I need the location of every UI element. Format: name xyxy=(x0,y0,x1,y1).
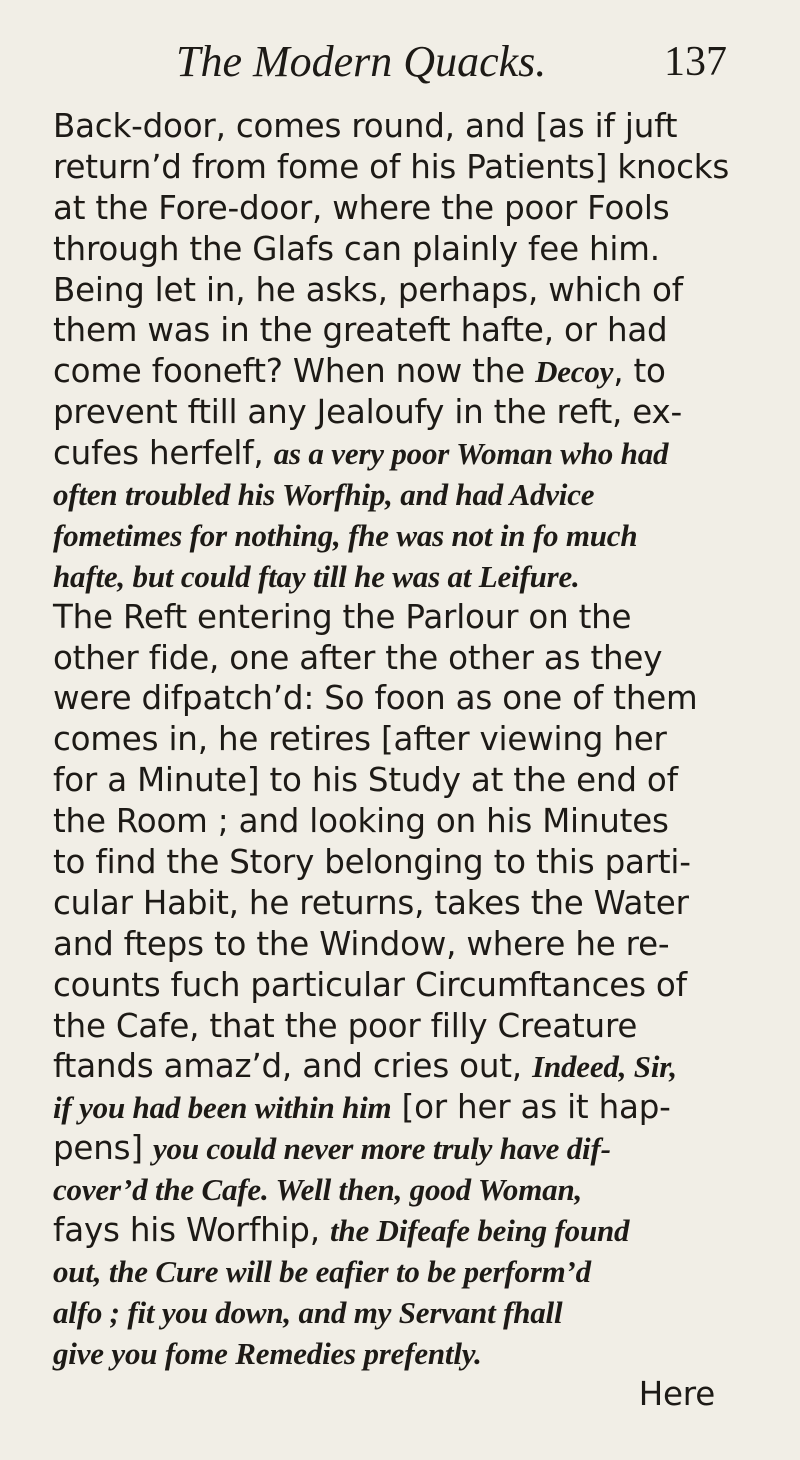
text-line xyxy=(53,310,733,351)
italic-segment: hafte, but could ftay till he was at Leifure. xyxy=(53,558,580,594)
text-segment: cufes herfelf, xyxy=(53,434,274,473)
page-number: 137 xyxy=(664,39,727,85)
running-title: The Modern Quacks. xyxy=(176,37,547,86)
text-segment: ftands amaz’d, and cries out, xyxy=(53,1047,533,1086)
text-line xyxy=(53,433,733,474)
body-text xyxy=(53,106,733,1415)
text-segment: other fide, one after the other as they xyxy=(53,638,663,677)
italic-segment: cover’d the Cafe. Well then, good Woman, xyxy=(53,1172,583,1208)
text-line xyxy=(53,1333,733,1374)
text-line xyxy=(53,1128,733,1169)
text-line xyxy=(53,556,733,597)
text-line xyxy=(53,1046,733,1087)
text-segment: return’d from fome of his Patients] knocks xyxy=(53,147,730,186)
catchword-row xyxy=(53,1374,733,1415)
text-line xyxy=(53,474,733,515)
text-segment: pens] xyxy=(53,1129,153,1168)
text-segment: through the Glafs can plainly fee him. xyxy=(53,229,660,268)
text-line xyxy=(53,719,733,760)
text-segment: and fteps to the Window, where he re- xyxy=(53,924,670,963)
text-line xyxy=(53,392,733,433)
text-line xyxy=(53,924,733,965)
text-segment: to find the Story belonging to this parti- xyxy=(53,843,691,882)
text-segment: them was in the greateft hafte, or had xyxy=(53,311,668,350)
text-segment: come fooneft? When now the xyxy=(53,352,536,391)
page-header xyxy=(53,34,727,94)
text-line xyxy=(53,188,733,229)
text-segment: were difpatch’d: So foon as one of them xyxy=(53,679,698,718)
italic-segment: fometimes for nothing, fhe was not in fo much xyxy=(53,517,638,553)
italic-segment: Indeed, Sir, xyxy=(532,1049,677,1085)
text-line xyxy=(53,965,733,1006)
text-segment: at the Fore-door, where the poor Fools xyxy=(53,188,670,227)
italic-segment: if you had been within him xyxy=(53,1090,392,1126)
text-line xyxy=(53,638,733,679)
text-segment: fays his Worfhip, xyxy=(53,1211,330,1250)
text-line xyxy=(53,842,733,883)
text-line xyxy=(53,1087,733,1128)
text-segment: for a Minute] to his Study at the end of xyxy=(53,761,678,800)
text-line xyxy=(53,1251,733,1292)
text-line xyxy=(53,597,733,638)
text-segment: the Room ; and looking on his Minutes xyxy=(53,802,669,841)
text-line xyxy=(53,1210,733,1251)
text-segment: The Reft entering the Parlour on the xyxy=(53,597,632,636)
italic-segment: as a very poor Woman who had xyxy=(273,436,669,472)
text-segment: Being let in, he asks, perhaps, which of xyxy=(53,270,683,309)
italic-segment: you could never more truly have dif- xyxy=(152,1131,611,1167)
text-segment: prevent ftill any Jealoufy in the reft, ex- xyxy=(53,393,683,432)
text-line xyxy=(53,801,733,842)
text-line xyxy=(53,270,733,311)
text-segment: , to xyxy=(613,352,666,391)
text-segment: Back-door, comes round, and [as if juft xyxy=(53,107,678,145)
text-line xyxy=(53,229,733,270)
text-segment: comes in, he retires [after viewing her xyxy=(53,720,667,759)
text-segment: counts fuch particular Circumftances of xyxy=(53,965,687,1004)
text-line xyxy=(53,1006,733,1047)
catchword: Here xyxy=(638,1374,715,1413)
text-segment: the Cafe, that the poor filly Creature xyxy=(53,1006,638,1045)
italic-segment: alfo ; fit you down, and my Servant fhall xyxy=(53,1294,563,1330)
text-line xyxy=(53,678,733,719)
text-segment: [or her as it hap- xyxy=(391,1088,671,1127)
italic-segment: Decoy xyxy=(535,354,614,390)
text-line xyxy=(53,760,733,801)
text-line xyxy=(53,1169,733,1210)
italic-segment: often troubled his Worfhip, and had Advice xyxy=(53,477,595,513)
italic-segment: give you fome Remedies prefently. xyxy=(53,1335,482,1371)
text-line xyxy=(53,515,733,556)
italic-segment: the Difeafe being found xyxy=(329,1213,630,1249)
text-line xyxy=(53,147,733,188)
text-line xyxy=(53,351,733,392)
text-line xyxy=(53,1292,733,1333)
text-line xyxy=(53,106,733,147)
italic-segment: out, the Cure will be eafier to be perform’d xyxy=(53,1253,591,1289)
text-line xyxy=(53,883,733,924)
text-segment: cular Habit, he returns, takes the Water xyxy=(53,883,689,922)
